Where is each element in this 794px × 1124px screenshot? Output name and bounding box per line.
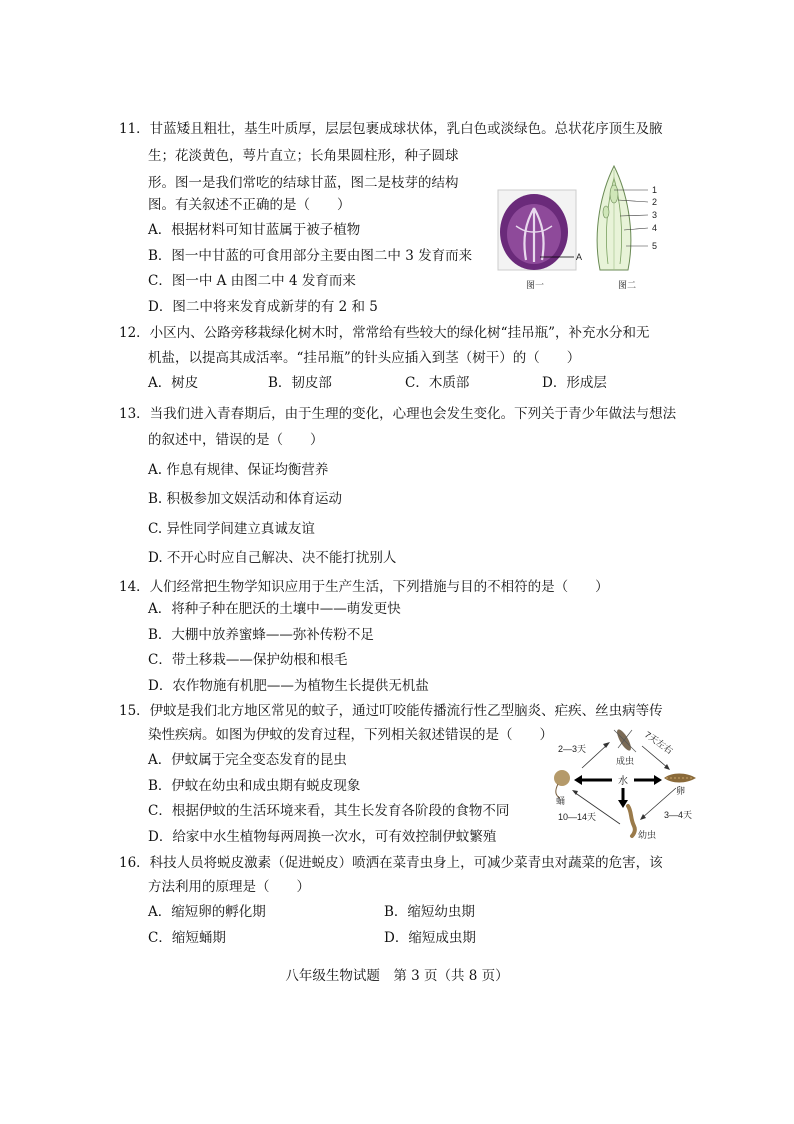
q12-option-d: D．形成层 bbox=[542, 375, 607, 391]
q11-option-b: B．图一中甘蓝的可食用部分主要由图二中 3 发育而来 bbox=[148, 248, 473, 264]
svg-text:水: 水 bbox=[618, 776, 628, 787]
q15-option-b: B．伊蚊在幼虫和成虫期有蜕皮现象 bbox=[148, 778, 361, 794]
q16-stem-line2: 方法利用的原理是（ ） bbox=[148, 879, 310, 895]
q12-option-c: C．木质部 bbox=[405, 375, 470, 391]
label-adult: 成虫 bbox=[616, 756, 635, 766]
q14-option-c: C．带土移栽——保护幼根和根毛 bbox=[148, 652, 348, 668]
q11-stem-line2: 生；花淡黄色，萼片直立；长角果圆柱形，种子圆球 bbox=[148, 148, 459, 164]
q14-option-d: D．农作物施有机肥——为植物生长提供无机盐 bbox=[148, 678, 429, 694]
bud-label-4: 4 bbox=[652, 223, 658, 233]
figure-cabbage-bud bbox=[490, 160, 680, 295]
pupa-image bbox=[554, 770, 570, 798]
q16-option-d: D．缩短成虫期 bbox=[384, 930, 476, 946]
q15-option-a: A．伊蚊属于完全变态发育的昆虫 bbox=[148, 752, 347, 768]
q12-option-b: B．韧皮部 bbox=[268, 375, 332, 391]
bud-label-5: 5 bbox=[652, 241, 658, 251]
svg-text:7天左右: 7天左右 bbox=[642, 729, 675, 757]
q13-option-c: C. 异性同学间建立真诚友谊 bbox=[148, 521, 315, 537]
q16-stem-line1: 16．科技人员将蜕皮激素（促进蜕皮）喷洒在菜青虫身上，可减少菜青虫对蔬菜的危害，该 bbox=[119, 855, 663, 871]
q15-option-c: C．根据伊蚊的生活环境来看，其生长发育各阶段的食物不同 bbox=[148, 803, 510, 819]
q12-option-a: A．树皮 bbox=[148, 375, 199, 391]
q16-option-a: A．缩短卵的孵化期 bbox=[148, 904, 266, 920]
egg-raft-image bbox=[664, 774, 696, 783]
q12-stem-line2: 机盐，以提高其成活率。“挂吊瓶”的针头应插入到茎（树干）的（ ） bbox=[148, 350, 581, 366]
figure-mosquito-lifecycle bbox=[546, 722, 702, 840]
q15-stem-line2: 染性疾病。如图为伊蚊的发育过程，下列相关叙述错误的是（ ） bbox=[148, 727, 553, 743]
q11-stem-line4: 图。有关叙述不正确的是（ ） bbox=[148, 197, 351, 213]
q11-option-c: C．图一中 A 由图二中 4 发育而来 bbox=[148, 273, 356, 289]
caption-figure-2: 图二 bbox=[618, 280, 637, 290]
q13-option-b: B. 积极参加文娱活动和体育运动 bbox=[148, 491, 343, 507]
bud-label-3: 3 bbox=[652, 210, 658, 220]
cabbage-label-a: A bbox=[576, 252, 583, 262]
q14-option-a: A．将种子种在肥沃的土壤中——萌发更快 bbox=[148, 601, 401, 617]
page-footer: 八年级生物试题 第 3 页（共 8 页） bbox=[285, 968, 509, 984]
q15-option-d: D．给家中水生植物每两周换一次水，可有效控制伊蚊繁殖 bbox=[148, 829, 497, 845]
q14-option-b: B．大棚中放养蜜蜂——弥补传粉不足 bbox=[148, 627, 374, 643]
label-days-pupa-to-adult: 2—3天 bbox=[558, 744, 587, 754]
q14-stem-line1: 14．人们经常把生物学知识应用于生产生活，下列措施与目的不相符的是（ ） bbox=[119, 579, 609, 595]
larva-image bbox=[628, 806, 635, 836]
label-days-adult-to-egg bbox=[643, 729, 676, 756]
bud-diagram bbox=[597, 166, 648, 270]
q13-stem-line2: 的叙述中，错误的是（ ） bbox=[148, 432, 324, 448]
q11-stem-line3: 形。图一是我们常吃的结球甘蓝，图二是枝芽的结构 bbox=[148, 175, 459, 191]
q15-stem-line1: 15．伊蚊是我们北方地区常见的蚊子，通过叮咬能传播流行性乙型脑炎、疟疾、丝虫病等传 bbox=[119, 703, 663, 719]
label-larva: 幼虫 bbox=[638, 830, 657, 840]
label-days-egg-to-larva: 3—4天 bbox=[664, 810, 693, 820]
q11-option-a: A．根据材料可知甘蓝属于被子植物 bbox=[148, 222, 361, 238]
label-egg: 卵 bbox=[676, 786, 686, 796]
bud-label-1: 1 bbox=[652, 185, 658, 195]
q13-stem-line1: 13．当我们进入青春期后，由于生理的变化，心理也会发生变化。下列关于青少年做法与想法 bbox=[119, 406, 677, 422]
q13-option-d: D. 不开心时应自己解决、决不能打扰别人 bbox=[148, 550, 397, 566]
q11-option-d: D．图二中将来发育成新芽的有 2 和 5 bbox=[148, 299, 378, 315]
caption-figure-1: 图一 bbox=[526, 280, 545, 290]
q11-stem-line1: 11．甘蓝矮且粗壮，基生叶质厚，层层包裹成球状体，乳白色或淡绿色。总状花序顶生及腋 bbox=[119, 121, 663, 137]
q13-option-a: A. 作息有规律、保证均衡营养 bbox=[148, 462, 329, 478]
label-days-larva-to-pupa: 10—14天 bbox=[558, 812, 597, 822]
q16-option-c: C．缩短蛹期 bbox=[148, 930, 226, 946]
water-center bbox=[574, 774, 662, 808]
q12-stem-line1: 12．小区内、公路旁移栽绿化树木时，常常给有些较大的绿化树“挂吊瓶”，补充水分和无 bbox=[119, 325, 650, 341]
adult-mosquito-image bbox=[614, 728, 636, 753]
q16-option-b: B．缩短幼虫期 bbox=[384, 904, 475, 920]
label-pupa: 蛹 bbox=[556, 796, 566, 806]
bud-label-2: 2 bbox=[652, 197, 658, 207]
